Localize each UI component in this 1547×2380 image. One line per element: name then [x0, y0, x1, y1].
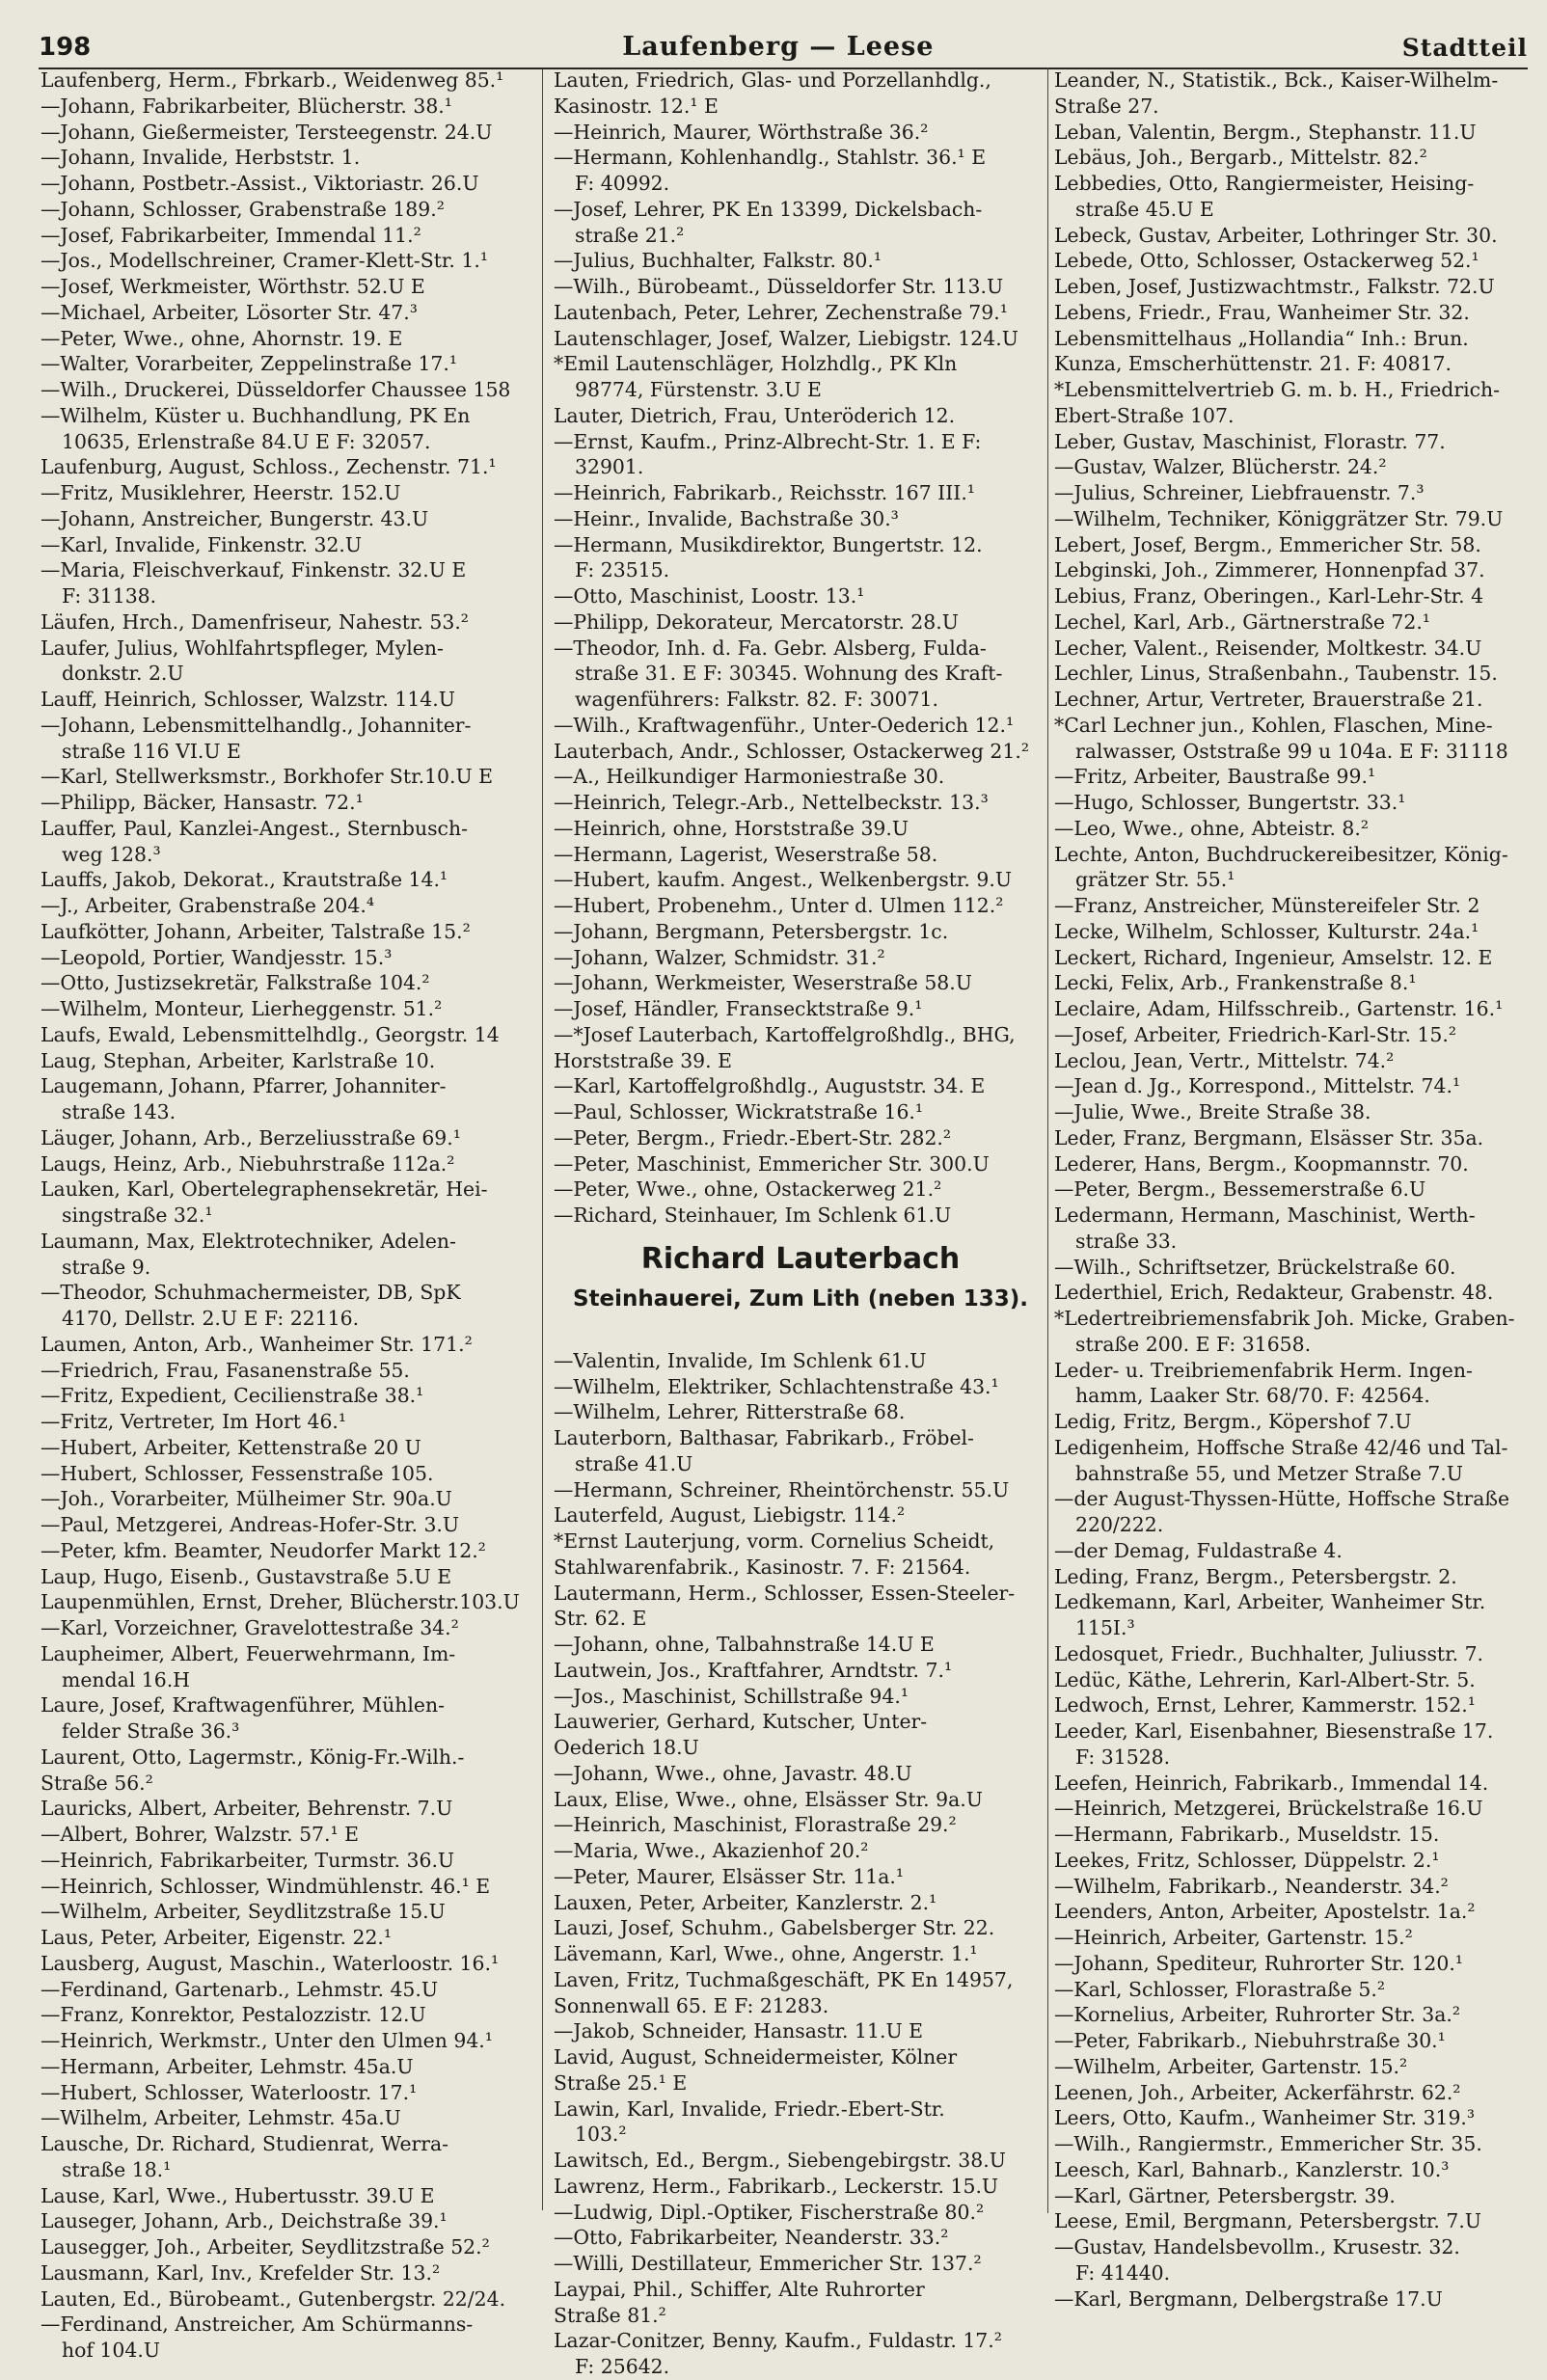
directory-entry-line: —J., Arbeiter, Grabenstraße 204.⁴ [41, 894, 375, 917]
column-2 [554, 68, 1047, 2378]
directory-entry-line: Laufenburg, August, Schloss., Zechenstr. 71.¹ [41, 455, 497, 479]
directory-entry-line: Leesch, Karl, Bahnarb., Kanzlerstr. 10.³ [1054, 2157, 1450, 2181]
directory-entry-line: Lausegger, Joh., Arbeiter, Seydlitzstraße 52.² [41, 2235, 490, 2258]
directory-entry-line: —Albert, Bohrer, Walzstr. 57.¹ E [41, 1823, 360, 1846]
directory-entry-line: —Jakob, Schneider, Hansastr. 11.U E [554, 2019, 923, 2043]
directory-entry-line: —Karl, Vorzeichner, Gravelottestraße 34.² [41, 1616, 459, 1639]
directory-entry-line: Laufs, Ewald, Lebensmittelhdlg., Georgstr. 14 [41, 1022, 500, 1046]
directory-entry-line: Lederer, Hans, Bergm., Koopmannstr. 70. [1054, 1151, 1469, 1176]
column-2-top-entries [554, 68, 1047, 1229]
directory-entry-line: —Heinrich, Schlosser, Windmühlenstr. 46.¹ E [41, 1874, 491, 1898]
page-number: 198 [39, 33, 92, 62]
directory-entry-line: Läufen, Hrch., Damenfriseur, Nahestr. 53.² [41, 609, 469, 634]
directory-entry-line: Laus, Peter, Arbeiter, Eigenstr. 22.¹ [41, 1926, 393, 1949]
directory-entry-line: weg 128.³ [62, 842, 161, 866]
column-1 [41, 68, 536, 2362]
directory-entry-line: —Gustav, Walzer, Blücherstr. 24.² [1054, 455, 1387, 479]
directory-entry-line: Läuger, Johann, Arb., Berzeliusstraße 69.¹ [41, 1125, 461, 1149]
directory-entry-line: Leander, N., Statistik., Bck., Kaiser-Wilhelm- [1054, 68, 1499, 92]
directory-entry-line: —Josef, Werkmeister, Wörthstr. 52.U E [41, 275, 425, 298]
directory-entry-line: —Hermann, Schreiner, Rheintörchenstr. 55.U [554, 1477, 1010, 1501]
directory-entry-line: straße 45.U E [1075, 197, 1214, 221]
directory-entry-line: —Gustav, Handelsbevollm., Krusestr. 32. [1054, 2235, 1460, 2258]
directory-entry-line: —Johann, Spediteur, Ruhrorter Str. 120.¹ [1054, 1951, 1463, 1975]
page-title: Laufenberg — Leese [622, 32, 935, 62]
directory-entry-line: —Otto, Justizsekretär, Falkstraße 104.² [41, 971, 430, 995]
column-3 [1047, 68, 1535, 2311]
directory-entry-line: —Hermann, Lagerist, Weserstraße 58. [554, 842, 938, 866]
directory-entry-line: —Franz, Anstreicher, Münstereifeler Str. 2 [1054, 894, 1480, 917]
directory-entry-line: Laugs, Heinz, Arb., Niebuhrstraße 112a.² [41, 1151, 455, 1176]
directory-entry-line: —Fritz, Musiklehrer, Heerstr. 152.U [41, 481, 401, 504]
directory-entry-line: straße 143. [62, 1100, 176, 1123]
directory-entry-line: Leclou, Jean, Vertr., Mittelstr. 74.² [1054, 1048, 1395, 1072]
directory-entry-line: Ebert-Straße 107. [1054, 403, 1235, 427]
directory-entry-line: Straße 56.² [41, 1771, 153, 1795]
directory-entry-line: —Hubert, Probenehm., Unter d. Ulmen 112.² [554, 894, 1004, 917]
directory-entry-line: Laux, Elise, Wwe., ohne, Elsässer Str. 9a.U [554, 1787, 983, 1811]
directory-entry-line: Kunza, Emscherhüttenstr. 21. F: 40817. [1054, 352, 1452, 376]
directory-entry-line: Lechner, Artur, Vertreter, Brauerstraße 21. [1054, 688, 1483, 711]
directory-entry-line: Lausche, Dr. Richard, Studienrat, Werra- [41, 2132, 449, 2155]
directory-entry-line: —Josef, Lehrer, PK En 13399, Dickelsbach- [554, 197, 983, 221]
directory-entry-line: —Peter, Fabrikarb., Niebuhrstraße 30.¹ [1054, 2029, 1446, 2052]
directory-entry-line: Horststraße 39. E [554, 1048, 732, 1072]
directory-entry-line: Leder- u. Treibriemenfabrik Herm. Ingen- [1054, 1358, 1473, 1382]
directory-entry-line: Oederich 18.U [554, 1736, 699, 1759]
directory-entry-line: Lauwerier, Gerhard, Kutscher, Unter- [554, 1710, 928, 1734]
directory-entry-line: Lebginski, Joh., Zimmerer, Honnenpfad 37. [1054, 558, 1485, 582]
directory-entry-line: —Karl, Bergmann, Delbergstraße 17.U [1054, 2286, 1443, 2311]
directory-entry-line: straße 18.¹ [62, 2157, 172, 2181]
directory-entry-line: straße 9. [62, 1255, 151, 1279]
directory-entry-line: —Josef, Arbeiter, Friedrich-Karl-Str. 15.² [1054, 1022, 1457, 1046]
directory-entry-line: Leder, Franz, Bergmann, Elsässer Str. 35a. [1054, 1125, 1484, 1149]
directory-entry-line: Lauten, Friedrich, Glas- und Porzellanhdlg., [554, 68, 991, 92]
directory-entry-line: Leekes, Fritz, Schlosser, Düppelstr. 2.¹ [1054, 1848, 1440, 1872]
directory-entry-line: Str. 62. E [554, 1607, 647, 1631]
directory-entry-line: —Jos., Maschinist, Schillstraße 94.¹ [554, 1684, 909, 1708]
directory-entry-line: Lawin, Karl, Invalide, Friedr.-Ebert-Str. [554, 2096, 945, 2121]
directory-entry-line: —Karl, Kartoffelgroßhdlg., Auguststr. 34. E [554, 1074, 986, 1098]
directory-entry-line: Lecke, Wilhelm, Schlosser, Kulturstr. 24a.¹ [1054, 919, 1479, 943]
directory-entry-line: Lauten, Ed., Bürobeamt., Gutenbergstr. 22/24. [41, 2286, 506, 2311]
directory-entry-line: Lauter, Dietrich, Frau, Unteröderich 12. [554, 403, 956, 427]
directory-entry-line: —Peter, Wwe., ohne, Ahornstr. 19. E [41, 326, 403, 350]
directory-entry-line: —Johann, Schlosser, Grabenstraße 189.² [41, 197, 445, 221]
directory-entry-line: —Wilhelm, Arbeiter, Seydlitzstraße 15.U [41, 1900, 446, 1924]
directory-entry-line: Lebeck, Gustav, Arbeiter, Lothringer Str. 30. [1054, 223, 1498, 247]
directory-entry-line: straße 21.² [575, 223, 685, 247]
directory-entry-line: —Wilhelm, Techniker, Königgrätzer Str. 79.U [1054, 506, 1504, 530]
directory-entry-line: Ledüc, Käthe, Lehrerin, Karl-Albert-Str. 5. [1054, 1667, 1476, 1691]
directory-entry-line: Lawitsch, Ed., Bergm., Siebengebirgstr. 38.U [554, 2149, 1006, 2172]
directory-entry-line: Laug, Stephan, Arbeiter, Karlstraße 10. [41, 1048, 436, 1072]
directory-entry-line: Lebius, Franz, Oberingen., Karl-Lehr-Str. 4 [1054, 584, 1484, 608]
directory-entry-line: —Wilhelm, Fabrikarb., Neanderstr. 34.² [1054, 1874, 1449, 1898]
directory-entry-line: F: 40992. [575, 172, 670, 195]
directory-entry-line: Lautwein, Jos., Kraftfahrer, Arndtstr. 7.¹ [554, 1658, 953, 1682]
directory-entry-line: Lechel, Karl, Arb., Gärtnerstraße 72.¹ [1054, 609, 1430, 634]
directory-entry-line: Lausberg, August, Maschin., Waterloostr. 16.¹ [41, 1951, 500, 1975]
directory-entry-line: Lautenschlager, Josef, Walzer, Liebigstr. 124.U [554, 326, 1018, 350]
directory-entry-line: *Ernst Lauterjung, vorm. Cornelius Scheidt, [554, 1529, 995, 1553]
directory-entry-line: —Karl, Stellwerksmstr., Borkhofer Str.10.U E [41, 765, 494, 789]
directory-entry-line: —Hubert, Schlosser, Fessenstraße 105. [41, 1461, 434, 1485]
directory-entry-line: Laumann, Max, Elektrotechniker, Adelen- [41, 1229, 456, 1253]
directory-entry-line: —Peter, Bergm., Bessemerstraße 6.U [1054, 1177, 1426, 1202]
directory-entry-line: Lawrenz, Herm., Fabrikarb., Leckerstr. 15.U [554, 2174, 999, 2198]
directory-entry-line: —Johann, Bergmann, Petersbergstr. 1c. [554, 919, 949, 943]
directory-entry-line: Laufkötter, Johann, Arbeiter, Talstraße 15.² [41, 919, 471, 943]
directory-entry-line: Lechler, Linus, Straßenbahn., Taubenstr. 15. [1054, 662, 1498, 686]
directory-entry-line: —Johann, Gießermeister, Tersteegenstr. 24.U [41, 120, 493, 144]
directory-entry-line: —Heinrich, Fabrikarb., Reichsstr. 167 III.¹ [554, 481, 975, 504]
directory-entry-line: —Paul, Schlosser, Wickratstraße 16.¹ [554, 1100, 924, 1123]
directory-entry-line: 4170, Dellstr. 2.U E F: 22116. [62, 1307, 360, 1330]
directory-entry-line: —der Demag, Fuldastraße 4. [1054, 1538, 1343, 1562]
directory-entry-line: —Josef, Händler, Fransecktstraße 9.¹ [554, 997, 923, 1020]
directory-entry-line: Leber, Gustav, Maschinist, Florastr. 77. [1054, 429, 1446, 453]
directory-entry-line: Straße 25.¹ E [554, 2070, 688, 2095]
directory-entry-line: —Johann, Wwe., ohne, Javastr. 48.U [554, 1761, 912, 1785]
directory-entry-line: Lautermann, Herm., Schlosser, Essen-Steeler- [554, 1581, 1016, 1605]
directory-entry-line: Ledwoch, Ernst, Lehrer, Kammerstr. 152.¹ [1054, 1693, 1476, 1717]
directory-entry-line: Laypai, Phil., Schiffer, Alte Ruhrorter [554, 2277, 925, 2301]
directory-entry-line: —A., Heilkundiger Harmoniestraße 30. [554, 765, 945, 789]
directory-entry-line: —Leopold, Portier, Wandjesstr. 15.³ [41, 945, 393, 969]
directory-entry-line: —Fritz, Expedient, Cecilienstraße 38.¹ [41, 1384, 424, 1408]
directory-entry-line: —Johann, Werkmeister, Weserstraße 58.U [554, 971, 972, 995]
directory-entry-line: straße 33. [1075, 1229, 1178, 1253]
directory-entry-line: Laufer, Julius, Wohlfahrtspfleger, Mylen- [41, 636, 444, 660]
directory-entry-line: Stahlwarenfabrik., Kasinostr. 7. F: 21564. [554, 1555, 971, 1579]
directory-entry-line: —Theodor, Inh. d. Fa. Gebr. Alsberg, Fulda- [554, 636, 987, 660]
directory-entry-line: —Julius, Schreiner, Liebfrauenstr. 7.³ [1054, 481, 1425, 504]
directory-entry-line: Laupenmühlen, Ernst, Dreher, Blücherstr.103.U [41, 1590, 520, 1614]
directory-entry-line: Ledig, Fritz, Bergm., Köpershof 7.U [1054, 1410, 1412, 1433]
directory-entry-line: —Otto, Fabrikarbeiter, Neanderstr. 33.² [554, 2226, 949, 2250]
directory-entry-line: Leclaire, Adam, Hilfsschreib., Gartenstr. 16.¹ [1054, 997, 1504, 1020]
directory-entry-line: *Emil Lautenschläger, Holzhdlg., PK Kln [554, 352, 958, 376]
directory-entry-line: —Wilhelm, Arbeiter, Gartenstr. 15.² [1054, 2054, 1408, 2078]
directory-entry-line: —Johann, Lebensmittelhandlg., Johanniter- [41, 713, 472, 737]
directory-entry-line: mendal 16.H [62, 1667, 190, 1691]
directory-entry-line: —Peter, Wwe., ohne, Ostackerweg 21.² [554, 1177, 942, 1202]
directory-entry-line: —der August-Thyssen-Hütte, Hoffsche Straße [1054, 1487, 1510, 1511]
directory-entry-line: —Hermann, Musikdirektor, Bungertstr. 12. [554, 532, 983, 556]
directory-entry-line: —Karl, Schlosser, Florastraße 5.² [1054, 1977, 1386, 2001]
directory-entry-line: —Hubert, Schlosser, Waterloostr. 17.¹ [41, 2080, 418, 2104]
directory-entry-line: —Wilhelm, Elektriker, Schlachtenstraße 43.¹ [554, 1374, 999, 1398]
directory-entry-line: —Willi, Destillateur, Emmericher Str. 137.² [554, 2252, 982, 2275]
directory-entry-line: 98774, Fürstenstr. 3.U E [575, 378, 822, 401]
directory-entry-line: —Kornelius, Arbeiter, Ruhrorter Str. 3a.² [1054, 2003, 1461, 2027]
directory-entry-line: —Johann, Fabrikarbeiter, Blücherstr. 38.¹ [41, 94, 452, 118]
directory-entry-line: *Ledertreibriemensfabrik Joh. Micke, Graben- [1054, 1307, 1515, 1330]
column-2-bottom-entries [554, 1348, 1047, 2380]
directory-entry-line: —Hubert, kaufm. Angest., Welkenbergstr. 9.U [554, 868, 1013, 892]
directory-entry-line: Ledermann, Hermann, Maschinist, Werth- [1054, 1204, 1476, 1227]
directory-entry-line: 103.² [575, 2123, 627, 2147]
directory-entry-line: bahnstraße 55, und Metzer Straße 7.U [1075, 1461, 1463, 1485]
directory-entry-line: Lauffer, Paul, Kanzlei-Angest., Sternbusch- [41, 816, 468, 840]
column-divider [542, 69, 543, 2210]
directory-entry-line: grätzer Str. 55.¹ [1075, 868, 1235, 892]
directory-entry-line: Ledosquet, Friedr., Buchhalter, Juliusstr. 7. [1054, 1641, 1484, 1665]
directory-entry-line: —Ferdinand, Gartenarb., Lehmstr. 45.U [41, 1977, 439, 2001]
directory-entry-line: hamm, Laaker Str. 68/70. F: 42564. [1075, 1384, 1430, 1408]
directory-entry-line: Laugemann, Johann, Pfarrer, Johanniter- [41, 1074, 447, 1098]
directory-entry-line: Lazar-Conitzer, Benny, Kaufm., Fuldastr. 17.² [554, 2329, 1002, 2353]
directory-entry-line: —Hermann, Fabrikarb., Museldstr. 15. [1054, 1823, 1440, 1846]
directory-entry-line: Leding, Franz, Bergm., Petersbergstr. 2. [1054, 1564, 1457, 1588]
page-header [39, 25, 1528, 69]
directory-entry-line: Laure, Josef, Kraftwagenführer, Mühlen- [41, 1693, 445, 1717]
advertisement-block [554, 1236, 1047, 1348]
directory-entry-line: Lauseger, Johann, Arb., Deichstraße 39.¹ [41, 2209, 448, 2233]
directory-entry-line: —Philipp, Bäcker, Hansastr. 72.¹ [41, 791, 364, 814]
directory-entry-line: —Johann, Anstreicher, Bungerstr. 43.U [41, 506, 429, 530]
directory-entry-line: —Heinrich, Metzgerei, Brückelstraße 16.U [1054, 1797, 1483, 1821]
directory-entry-line: hof 104.U [62, 2339, 161, 2362]
directory-entry-line: —Heinrich, Maschinist, Florastraße 29.² [554, 1813, 957, 1837]
directory-entry-line: —Heinrich, Maurer, Wörthstraße 36.² [554, 120, 929, 144]
directory-entry-line: Ledigenheim, Hoffsche Straße 42/46 und Tal- [1054, 1435, 1508, 1459]
directory-entry-line: straße 116 VI.U E [62, 739, 241, 763]
directory-entry-line: —Fritz, Vertreter, Im Hort 46.¹ [41, 1410, 347, 1433]
directory-entry-line: Leese, Emil, Bergmann, Petersbergstr. 7.U [1054, 2209, 1481, 2233]
directory-entry-line: Laufenberg, Herm., Fbrkarb., Weidenweg 85.¹ [41, 68, 504, 92]
directory-entry-line: —Peter, kfm. Beamter, Neudorfer Markt 12.² [41, 1538, 486, 1562]
directory-entry-line: Lauterbach, Andr., Schlosser, Ostackerweg 21.² [554, 739, 1029, 763]
directory-entry-line: —Hermann, Arbeiter, Lehmstr. 45a.U [41, 2054, 414, 2078]
directory-entry-line: —Valentin, Invalide, Im Schlenk 61.U [554, 1348, 927, 1372]
advertisement-subtitle: Steinhauerei, Zum Lith (neben 133). [573, 1285, 1028, 1312]
directory-entry-line: Laurent, Otto, Lagermstr., König-Fr.-Wilh.- [41, 1744, 465, 1769]
directory-entry-line: —Michael, Arbeiter, Lösorter Str. 47.³ [41, 300, 418, 324]
directory-entry-line: *Carl Lechner jun., Kohlen, Flaschen, Mine- [1054, 713, 1493, 737]
directory-entry-line: Lause, Karl, Wwe., Hubertusstr. 39.U E [41, 2183, 435, 2207]
directory-entry-line: —Wilhelm, Küster u. Buchhandlung, PK En [41, 403, 471, 427]
directory-entry-line: Lecher, Valent., Reisender, Moltkestr. 34.U [1054, 636, 1482, 660]
directory-entry-line: Leers, Otto, Kaufm., Wanheimer Str. 319.³ [1054, 2106, 1476, 2130]
directory-entry-line: —Philipp, Dekorateur, Mercatorstr. 28.U [554, 609, 959, 634]
directory-entry-line: —Theodor, Schuhmachermeister, DB, SpK [41, 1281, 461, 1305]
directory-entry-line: F: 41440. [1075, 2260, 1171, 2285]
directory-entry-line: Laumen, Anton, Arb., Wanheimer Str. 171.² [41, 1332, 473, 1356]
directory-entry-line: —Josef, Fabrikarbeiter, Immendal 11.² [41, 223, 421, 247]
directory-entry-line: —Hubert, Arbeiter, Kettenstraße 20 U [41, 1435, 421, 1459]
directory-entry-line: —Maria, Fleischverkauf, Finkenstr. 32.U E [41, 558, 467, 582]
directory-entry-line: donkstr. 2.U [62, 662, 184, 686]
directory-entry-line: Lauken, Karl, Obertelegraphensekretär, Hei- [41, 1177, 488, 1202]
directory-entry-line: straße 200. E F: 31658. [1075, 1332, 1312, 1356]
directory-entry-line: —Johann, ohne, Talbahnstraße 14.U E [554, 1633, 935, 1656]
directory-entry-line: —Johann, Invalide, Herbststr. 1. [41, 146, 361, 170]
directory-entry-line: Leban, Valentin, Bergm., Stephanstr. 11.U [1054, 120, 1477, 144]
directory-entry-line: Leenen, Joh., Arbeiter, Ackerfährstr. 62.² [1054, 2080, 1461, 2104]
directory-entry-line: —Maria, Wwe., Akazienhof 20.² [554, 1839, 869, 1862]
directory-entry-line: Lauterborn, Balthasar, Fabrikarb., Fröbel- [554, 1426, 974, 1449]
directory-entry-line: Lebbedies, Otto, Rangiermeister, Heising- [1054, 172, 1475, 195]
directory-entry-line: —Julie, Wwe., Breite Straße 38. [1054, 1100, 1371, 1123]
directory-entry-line: Lauffs, Jakob, Dekorat., Krautstraße 14.¹ [41, 868, 448, 892]
directory-entry-line: —Joh., Vorarbeiter, Mülheimer Str. 90a.U [41, 1487, 452, 1511]
directory-entry-line: singstraße 32.¹ [62, 1204, 213, 1227]
directory-entry-line: *Lebensmittelvertrieb G. m. b. H., Friedrich- [1054, 378, 1501, 401]
directory-entry-line: —Ferdinand, Anstreicher, Am Schürmanns- [41, 2312, 474, 2337]
directory-entry-line: Leefen, Heinrich, Fabrikarb., Immendal 14. [1054, 1771, 1489, 1795]
directory-entry-line: Lävemann, Karl, Wwe., ohne, Angerstr. 1.¹ [554, 1942, 978, 1965]
directory-entry-line: —Wilh., Bürobeamt., Düsseldorfer Str. 113.U [554, 275, 1004, 298]
directory-entry-line: Laupheimer, Albert, Feuerwehrmann, Im- [41, 1641, 456, 1665]
directory-entry-line: —Ernst, Kaufm., Prinz-Albrecht-Str. 1. E F: [554, 429, 982, 453]
directory-entry-line: —Peter, Maschinist, Emmericher Str. 300.U [554, 1151, 990, 1176]
directory-entry-line: —Franz, Konrektor, Pestalozzistr. 12.U [41, 2003, 426, 2027]
directory-entry-line: Lebensmittelhaus „Hollandia“ Inh.: Brun. [1054, 326, 1469, 350]
directory-entry-line: —Wilhelm, Lehrer, Ritterstraße 68. [554, 1400, 906, 1424]
directory-entry-line: F: 25642. [575, 2355, 670, 2378]
directory-entry-line: 220/222. [1075, 1513, 1164, 1536]
directory-entry-line: Leben, Josef, Justizwachtmstr., Falkstr. 72.U [1054, 275, 1495, 298]
directory-entry-line: —Hermann, Kohlenhandlg., Stahlstr. 36.¹ E [554, 146, 987, 170]
directory-entry-line: 32901. [575, 455, 644, 479]
directory-entry-line: —Heinrich, Fabrikarbeiter, Turmstr. 36.U [41, 1848, 455, 1872]
directory-entry-line: Laven, Fritz, Tuchmaßgeschäft, PK En 14957, [554, 1967, 1014, 1991]
directory-entry-line: —Friedrich, Frau, Fasanenstraße 55. [41, 1358, 410, 1382]
directory-entry-line: —Wilhelm, Arbeiter, Lehmstr. 45a.U [41, 2106, 401, 2130]
directory-entry-line: —Jean d. Jg., Korrespond., Mittelstr. 74.¹ [1054, 1074, 1461, 1098]
directory-entry-line: —Peter, Bergm., Friedr.-Ebert-Str. 282.² [554, 1125, 952, 1149]
directory-entry-line: F: 31138. [62, 584, 157, 608]
directory-entry-line: Leckert, Richard, Ingenieur, Amselstr. 12. E [1054, 945, 1493, 969]
directory-entry-line: —Leo, Wwe., ohne, Abteistr. 8.² [1054, 816, 1370, 840]
directory-entry-line: Lebäus, Joh., Bergarb., Mittelstr. 82.² [1054, 146, 1427, 170]
directory-entry-line: —Wilh., Schriftsetzer, Brückelstraße 60. [1054, 1255, 1456, 1279]
directory-entry-line: Sonnenwall 65. E F: 21283. [554, 1993, 829, 2017]
directory-entry-line: Straße 81.² [554, 2303, 666, 2327]
directory-entry-line: Lauff, Heinrich, Schlosser, Walzstr. 114.U [41, 688, 455, 711]
directory-entry-line: —Fritz, Arbeiter, Baustraße 99.¹ [1054, 765, 1376, 789]
directory-entry-line: —Wilh., Kraftwagenführ., Unter-Oederich 12.¹ [554, 713, 1015, 737]
directory-entry-line: —Heinrich, Telegr.-Arb., Nettelbeckstr. 13.³ [554, 791, 989, 814]
directory-entry-line: —Richard, Steinhauer, Im Schlenk 61.U [554, 1204, 952, 1227]
directory-entry-line: —Jos., Modellschreiner, Cramer-Klett-Str. 1.¹ [41, 249, 488, 273]
directory-entry-line: —Julius, Buchhalter, Falkstr. 80.¹ [554, 249, 882, 273]
directory-entry-line: —Heinrich, ohne, Horststraße 39.U [554, 816, 909, 840]
directory-entry-line: 10635, Erlenstraße 84.U E F: 32057. [62, 429, 431, 453]
directory-entry-line: Lebede, Otto, Schlosser, Ostackerweg 52.¹ [1054, 249, 1479, 273]
advertisement-name: Richard Lauterbach [640, 1241, 961, 1276]
directory-entry-line: Lebert, Josef, Bergm., Emmericher Str. 58. [1054, 532, 1481, 556]
directory-entry-line: straße 41.U [575, 1451, 693, 1475]
directory-entry-line: —Heinrich, Werkmstr., Unter den Ulmen 94.¹ [41, 2029, 493, 2052]
directory-entry-line: —*Josef Lauterbach, Kartoffelgroßhdlg., BHG, [554, 1022, 1016, 1046]
directory-entry-line: Lauricks, Albert, Arbeiter, Behrenstr. 7.U [41, 1797, 453, 1821]
directory-entry-line: ralwasser, Oststraße 99 u 104a. E F: 31118 [1075, 739, 1508, 763]
directory-entry-line: Leeder, Karl, Eisenbahner, Biesenstraße 17. [1054, 1719, 1494, 1743]
directory-entry-line: —Peter, Maurer, Elsässer Str. 11a.¹ [554, 1864, 905, 1888]
directory-entry-line: —Heinr., Invalide, Bachstraße 30.³ [554, 506, 899, 530]
directory-entry-line: —Hugo, Schlosser, Bungertstr. 33.¹ [1054, 791, 1406, 814]
directory-entry-line: —Wilh., Druckerei, Düsseldorfer Chaussee 158 [41, 378, 511, 401]
directory-entry-line: Straße 27. [1054, 94, 1159, 118]
directory-entry-line: F: 31528. [1075, 1744, 1171, 1769]
directory-entry-line: —Walter, Vorarbeiter, Zeppelinstraße 17.¹ [41, 352, 458, 376]
directory-entry-line: Lebens, Friedr., Frau, Wanheimer Str. 32. [1054, 300, 1470, 324]
directory-entry-line: —Heinrich, Arbeiter, Gartenstr. 15.² [1054, 1926, 1413, 1949]
directory-entry-line: Ledkemann, Karl, Arbeiter, Wanheimer Str. [1054, 1590, 1486, 1614]
directory-entry-line: Leenders, Anton, Arbeiter, Apostelstr. 1a.² [1054, 1900, 1476, 1924]
directory-entry-line: Laup, Hugo, Eisenb., Gustavstraße 5.U E [41, 1564, 452, 1588]
directory-entry-line: 115I.³ [1075, 1616, 1135, 1639]
section-label: Stadtteil [1401, 34, 1528, 62]
directory-entry-line: straße 31. E F: 30345. Wohnung des Kraft- [575, 662, 1003, 686]
directory-entry-line: —Paul, Metzgerei, Andreas-Hofer-Str. 3.U [41, 1513, 460, 1536]
directory-entry-line: Kasinostr. 12.¹ E [554, 94, 719, 118]
directory-entry-line: —Otto, Maschinist, Loostr. 13.¹ [554, 584, 865, 608]
directory-entry-line: wagenführers: Falkstr. 82. F: 30071. [575, 688, 939, 711]
directory-entry-line: —Wilhelm, Monteur, Lierheggenstr. 51.² [41, 997, 443, 1020]
directory-entry-line: —Ludwig, Dipl.-Optiker, Fischerstraße 80.² [554, 2200, 985, 2224]
directory-entry-line: Lechte, Anton, Buchdruckereibesitzer, König- [1054, 842, 1508, 866]
directory-entry-line: Lavid, August, Schneidermeister, Kölner [554, 2045, 958, 2069]
directory-entry-line: felder Straße 36.³ [62, 1719, 240, 1743]
directory-entry-line: —Wilh., Rangiermstr., Emmericher Str. 35. [1054, 2132, 1482, 2155]
directory-entry-line: F: 23515. [575, 558, 670, 582]
directory-entry-line: Lauterfeld, August, Liebigstr. 114.² [554, 1503, 906, 1528]
directory-entry-line: Lauxen, Peter, Arbeiter, Kanzlerstr. 2.¹ [554, 1890, 937, 1914]
directory-entry-line: Lauzi, Josef, Schuhm., Gabelsberger Str. 22. [554, 1916, 995, 1940]
directory-entry-line: —Karl, Invalide, Finkenstr. 32.U [41, 532, 363, 556]
directory-entry-line: —Johann, Postbetr.-Assist., Viktoriastr. 26.U [41, 172, 479, 195]
directory-entry-line: Lecki, Felix, Arb., Frankenstraße 8.¹ [1054, 971, 1417, 995]
directory-entry-line: Lederthiel, Erich, Redakteur, Grabenstr. 48. [1054, 1281, 1494, 1305]
directory-entry-line: Lausmann, Karl, Inv., Krefelder Str. 13.² [41, 2260, 441, 2285]
directory-entry-line: Lautenbach, Peter, Lehrer, Zechenstraße 79.¹ [554, 300, 1008, 324]
directory-entry-line: —Johann, Walzer, Schmidstr. 31.² [554, 945, 885, 969]
directory-entry-line: —Karl, Gärtner, Petersbergstr. 39. [1054, 2183, 1396, 2207]
